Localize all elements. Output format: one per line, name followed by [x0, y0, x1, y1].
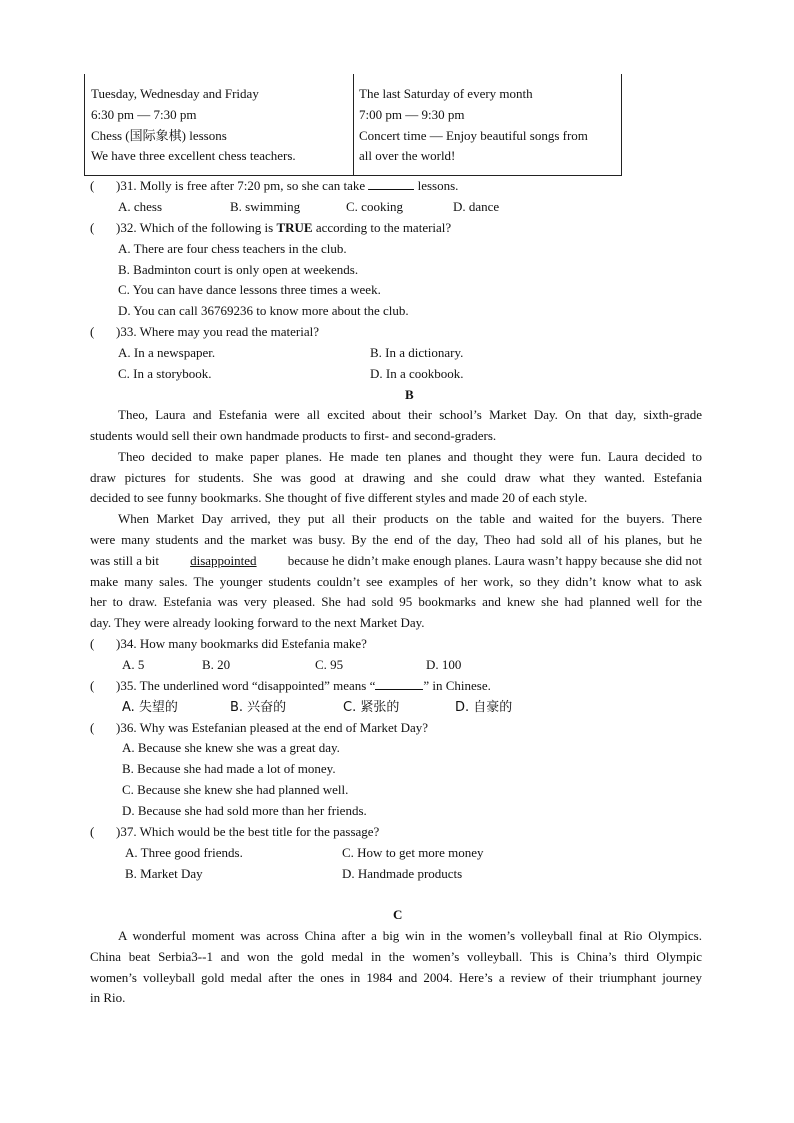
option: A. In a newspaper.	[118, 345, 216, 360]
question-35	[90, 678, 491, 694]
question-stem: The underlined word “disappointed” means “	[139, 678, 376, 693]
passage-line: Theo decided to make paper planes. He made ten planes and thought they were fun. Laura decided to	[118, 449, 702, 464]
answer-paren: (	[90, 720, 95, 735]
table-text: The last Saturday of every month	[359, 86, 533, 101]
table-text: Tuesday, Wednesday and Friday	[91, 86, 259, 101]
answer-paren: (	[90, 178, 95, 193]
passage-line: in Rio.	[90, 990, 126, 1005]
answer-paren: (	[90, 636, 95, 651]
question-stem: lessons.	[417, 178, 459, 193]
question-31	[90, 178, 458, 194]
question-34	[90, 636, 367, 652]
option: D. 100	[426, 657, 462, 672]
option: B. In a dictionary.	[370, 345, 464, 360]
option-text: B. 兴奋的	[230, 700, 287, 715]
question-number: )34.	[116, 636, 137, 651]
underlined-word: disappointed	[190, 553, 257, 568]
option: B. 20	[202, 657, 231, 672]
passage-line: A wonderful moment was across China after a big win in the women’s volleyball final at Rio Olympics.	[118, 928, 702, 943]
passage-line: students would sell their own handmade products to first- and second-graders.	[90, 428, 497, 443]
question-number: )37.	[116, 824, 137, 839]
question-33	[90, 324, 319, 340]
question-number: )31.	[116, 178, 137, 193]
option: C. In a storybook.	[118, 366, 212, 381]
option: A. chess	[118, 199, 163, 214]
option	[455, 699, 512, 716]
option: D. You can call 36769236 to know more about the club.	[118, 303, 409, 318]
option: C. cooking	[346, 199, 404, 214]
schedule-cell-left	[85, 74, 354, 175]
option: D. Handmade products	[342, 866, 463, 881]
table-text: all over the world!	[359, 148, 456, 163]
option: A. 5	[122, 657, 145, 672]
passage-line	[90, 553, 702, 569]
option	[343, 699, 399, 716]
option: B. swimming	[230, 199, 301, 214]
answer-paren: (	[90, 678, 95, 693]
answer-blank	[375, 678, 423, 690]
option: C. Because she knew she had planned well.	[122, 782, 349, 797]
option: C. How to get more money	[342, 845, 484, 860]
question-stem: How many bookmarks did Estefania make?	[139, 636, 367, 651]
option-text: D. 自豪的	[455, 700, 513, 715]
option: B. Badminton court is only open at weekends.	[118, 262, 359, 277]
question-stem: ” in Chinese.	[423, 678, 491, 693]
passage-line: China beat Serbia3--1 and won the gold medal in the women’s volleyball. This is China’s third Olympic	[90, 949, 702, 964]
question-stem: Molly is free after 7:20 pm, so she can take	[139, 178, 366, 193]
table-text: Chess (国际象棋) lessons	[91, 128, 227, 143]
option: D. In a cookbook.	[370, 366, 464, 381]
question-emphasis: TRUE	[276, 220, 313, 235]
passage-line: were many students and the market was busy. By the end of the day, Theo had sold all of his planes, but he	[90, 532, 702, 547]
schedule-cell-right	[354, 74, 621, 175]
option	[230, 699, 286, 716]
passage-line: decided to see funny bookmarks. She thought of five different styles and made 20 of each style.	[90, 490, 588, 505]
passage-line: day. They were already looking forward to the next Market Day.	[90, 615, 425, 630]
table-text: 6:30 pm — 7:30 pm	[91, 107, 197, 122]
passage-line: make many sales. The younger students couldn’t see examples of her work, so they didn’t know what to ask	[90, 574, 702, 589]
option: D. Because she had sold more than her friends.	[122, 803, 367, 818]
answer-paren: (	[90, 220, 95, 235]
question-stem: Which would be the best title for the passage?	[139, 824, 380, 839]
option: B. Market Day	[125, 866, 203, 881]
question-number: )32.	[116, 220, 137, 235]
passage-line: draw pictures for students. She was good at drawing and she could draw what they wanted. Estefania	[90, 470, 702, 485]
table-text: Concert time — Enjoy beautiful songs from	[359, 128, 588, 143]
question-stem: according to the material?	[315, 220, 452, 235]
option: A. There are four chess teachers in the club.	[118, 241, 347, 256]
option: C. 95	[315, 657, 344, 672]
option	[122, 699, 178, 716]
option-text: C. 紧张的	[343, 700, 400, 715]
passage-line: women’s volleyball gold medal after the ones in 1984 and 2004. Here’s a review of their triumphant journey	[90, 970, 702, 985]
question-number: )35.	[116, 678, 137, 693]
option: B. Because she had made a lot of money.	[122, 761, 336, 776]
question-36	[90, 720, 428, 736]
question-32	[90, 220, 451, 236]
passage-text: was still a bit	[90, 553, 159, 568]
section-title-b: B	[405, 387, 414, 402]
passage-line: When Market Day arrived, they put all their products on the table and waited for the buyers. There	[118, 511, 702, 526]
option-text: A. 失望的	[122, 700, 178, 715]
answer-paren: (	[90, 324, 95, 339]
table-text: We have three excellent chess teachers.	[91, 148, 296, 163]
question-stem: Why was Estefanian pleased at the end of Market Day?	[139, 720, 429, 735]
question-stem: Where may you read the material?	[139, 324, 319, 339]
answer-paren: (	[90, 824, 95, 839]
option: A. Because she knew she was a great day.	[122, 740, 340, 755]
question-stem: Which of the following is	[139, 220, 274, 235]
answer-blank	[368, 178, 414, 190]
question-number: )36.	[116, 720, 137, 735]
option: A. Three good friends.	[125, 845, 243, 860]
table-text: 7:00 pm — 9:30 pm	[359, 107, 465, 122]
passage-line: her to draw. Estefania was very pleased. She had sold 95 bookmarks and knew she had planned well for the	[90, 594, 702, 609]
passage-text: because he didn’t make enough planes. Laura wasn’t happy because she did not	[287, 553, 702, 568]
schedule-table	[84, 74, 622, 176]
option: C. You can have dance lessons three times a week.	[118, 282, 381, 297]
passage-line: Theo, Laura and Estefania were all excited about their school’s Market Day. On that day, sixth-grade	[118, 407, 702, 422]
option: D. dance	[453, 199, 500, 214]
section-title-c: C	[393, 907, 403, 922]
question-37	[90, 824, 379, 840]
question-number: )33.	[116, 324, 137, 339]
